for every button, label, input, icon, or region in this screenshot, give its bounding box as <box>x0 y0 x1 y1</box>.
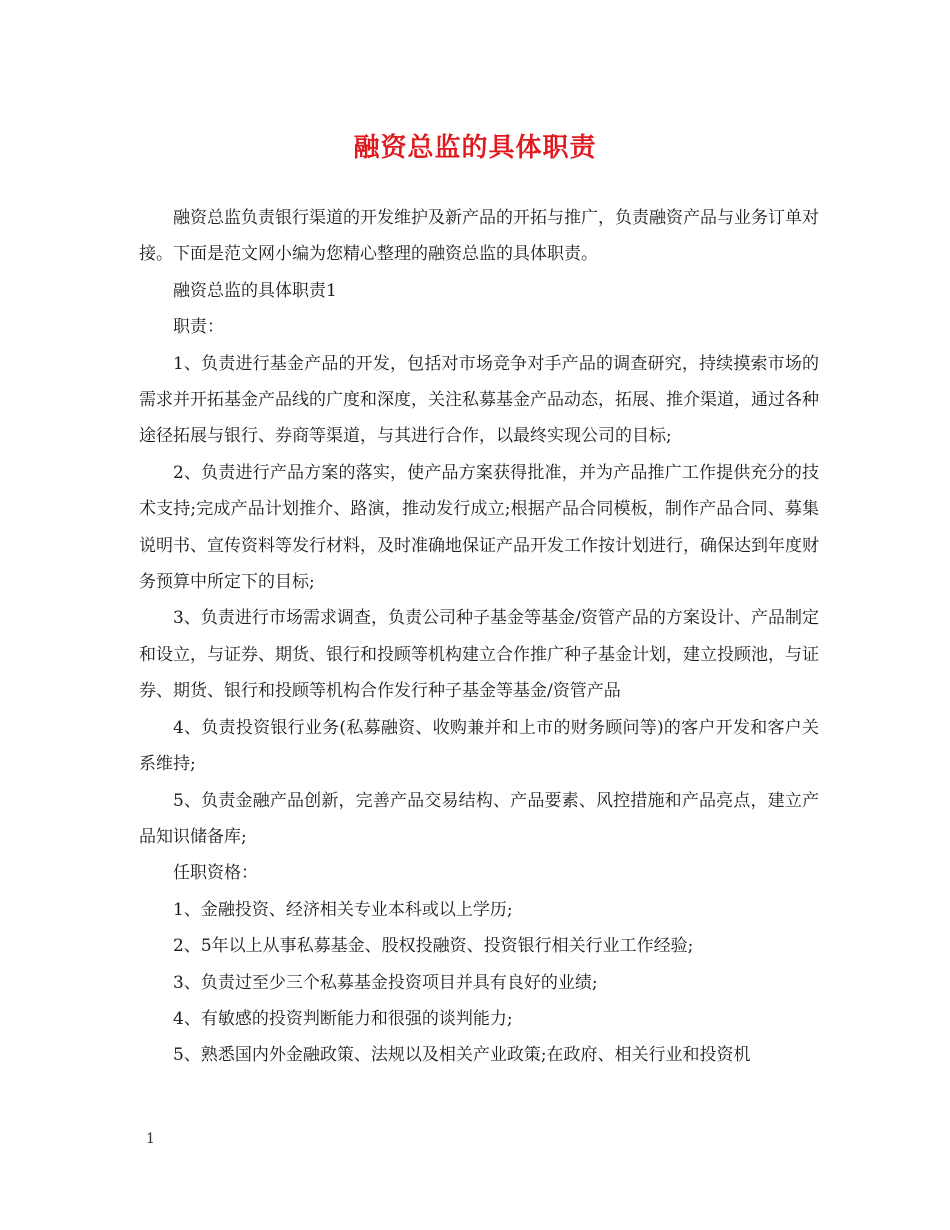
duty-item-3: 3、负责进行市场需求调查，负责公司种子基金等基金/资管产品的方案设计、产品制定和设立，与证券、期货、银行和投顾等机构建立合作推广种子基金计划，建立投顾池，与证券、期货、银行和投顾等机构合作发行种子基金等基金/资管产品 <box>139 608 819 702</box>
page-number: 1 <box>146 1131 155 1147</box>
duty-item-5: 5、负责金融产品创新，完善产品交易结构、产品要素、风控措施和产品亮点，建立产品知识储备库; <box>139 790 819 847</box>
document-body <box>139 200 819 1074</box>
duties-label: 职责： <box>173 317 224 338</box>
qualifications-label: 任职资格： <box>173 863 258 884</box>
qualification-item-5: 5、熟悉国内外金融政策、法规以及相关产业政策;在政府、相关行业和投资机 <box>173 1045 751 1066</box>
section-heading-1: 融资总监的具体职责1 <box>173 280 337 301</box>
qualification-item-4: 4、有敏感的投资判断能力和很强的谈判能力; <box>173 1008 513 1029</box>
qualification-item-1: 1、金融投资、经济相关专业本科或以上学历; <box>173 899 513 920</box>
duty-item-4: 4、负责投资银行业务(私募融资、收购兼并和上市的财务顾问等)的客户开发和客户关系维持; <box>139 717 819 775</box>
duty-item-1: 1、负责进行基金产品的开发，包括对市场竞争对手产品的调查研究，持续摸索市场的需求并开拓基金产品线的广度和深度，关注私募基金产品动态，拓展、推介渠道，通过各种途径拓展与银行、券商等渠道，与其进行合作，以最终实现公司的目标; <box>139 353 819 447</box>
intro-paragraph: 融资总监负责银行渠道的开发维护及新产品的开拓与推广，负责融资产品与业务订单对接。下面是范文网小编为您精心整理的融资总监的具体职责。 <box>139 208 819 265</box>
qualification-item-3: 3、负责过至少三个私募基金投资项目并具有良好的业绩; <box>173 972 598 993</box>
page-title: 融资总监的具体职责 <box>353 133 597 163</box>
duty-item-2: 2、负责进行产品方案的落实，使产品方案获得批准，并为产品推广工作提供充分的技术支持;完成产品计划推介、路演，推动发行成立;根据产品合同模板，制作产品合同、募集说明书、宣传资料等发行材料，及时准确地保证产品开发工作按计划进行，确保达到年度财务预算中所定下的目标; <box>139 462 819 593</box>
qualification-item-2: 2、5年以上从事私募基金、股权投融资、投资银行相关行业工作经验; <box>173 936 694 957</box>
